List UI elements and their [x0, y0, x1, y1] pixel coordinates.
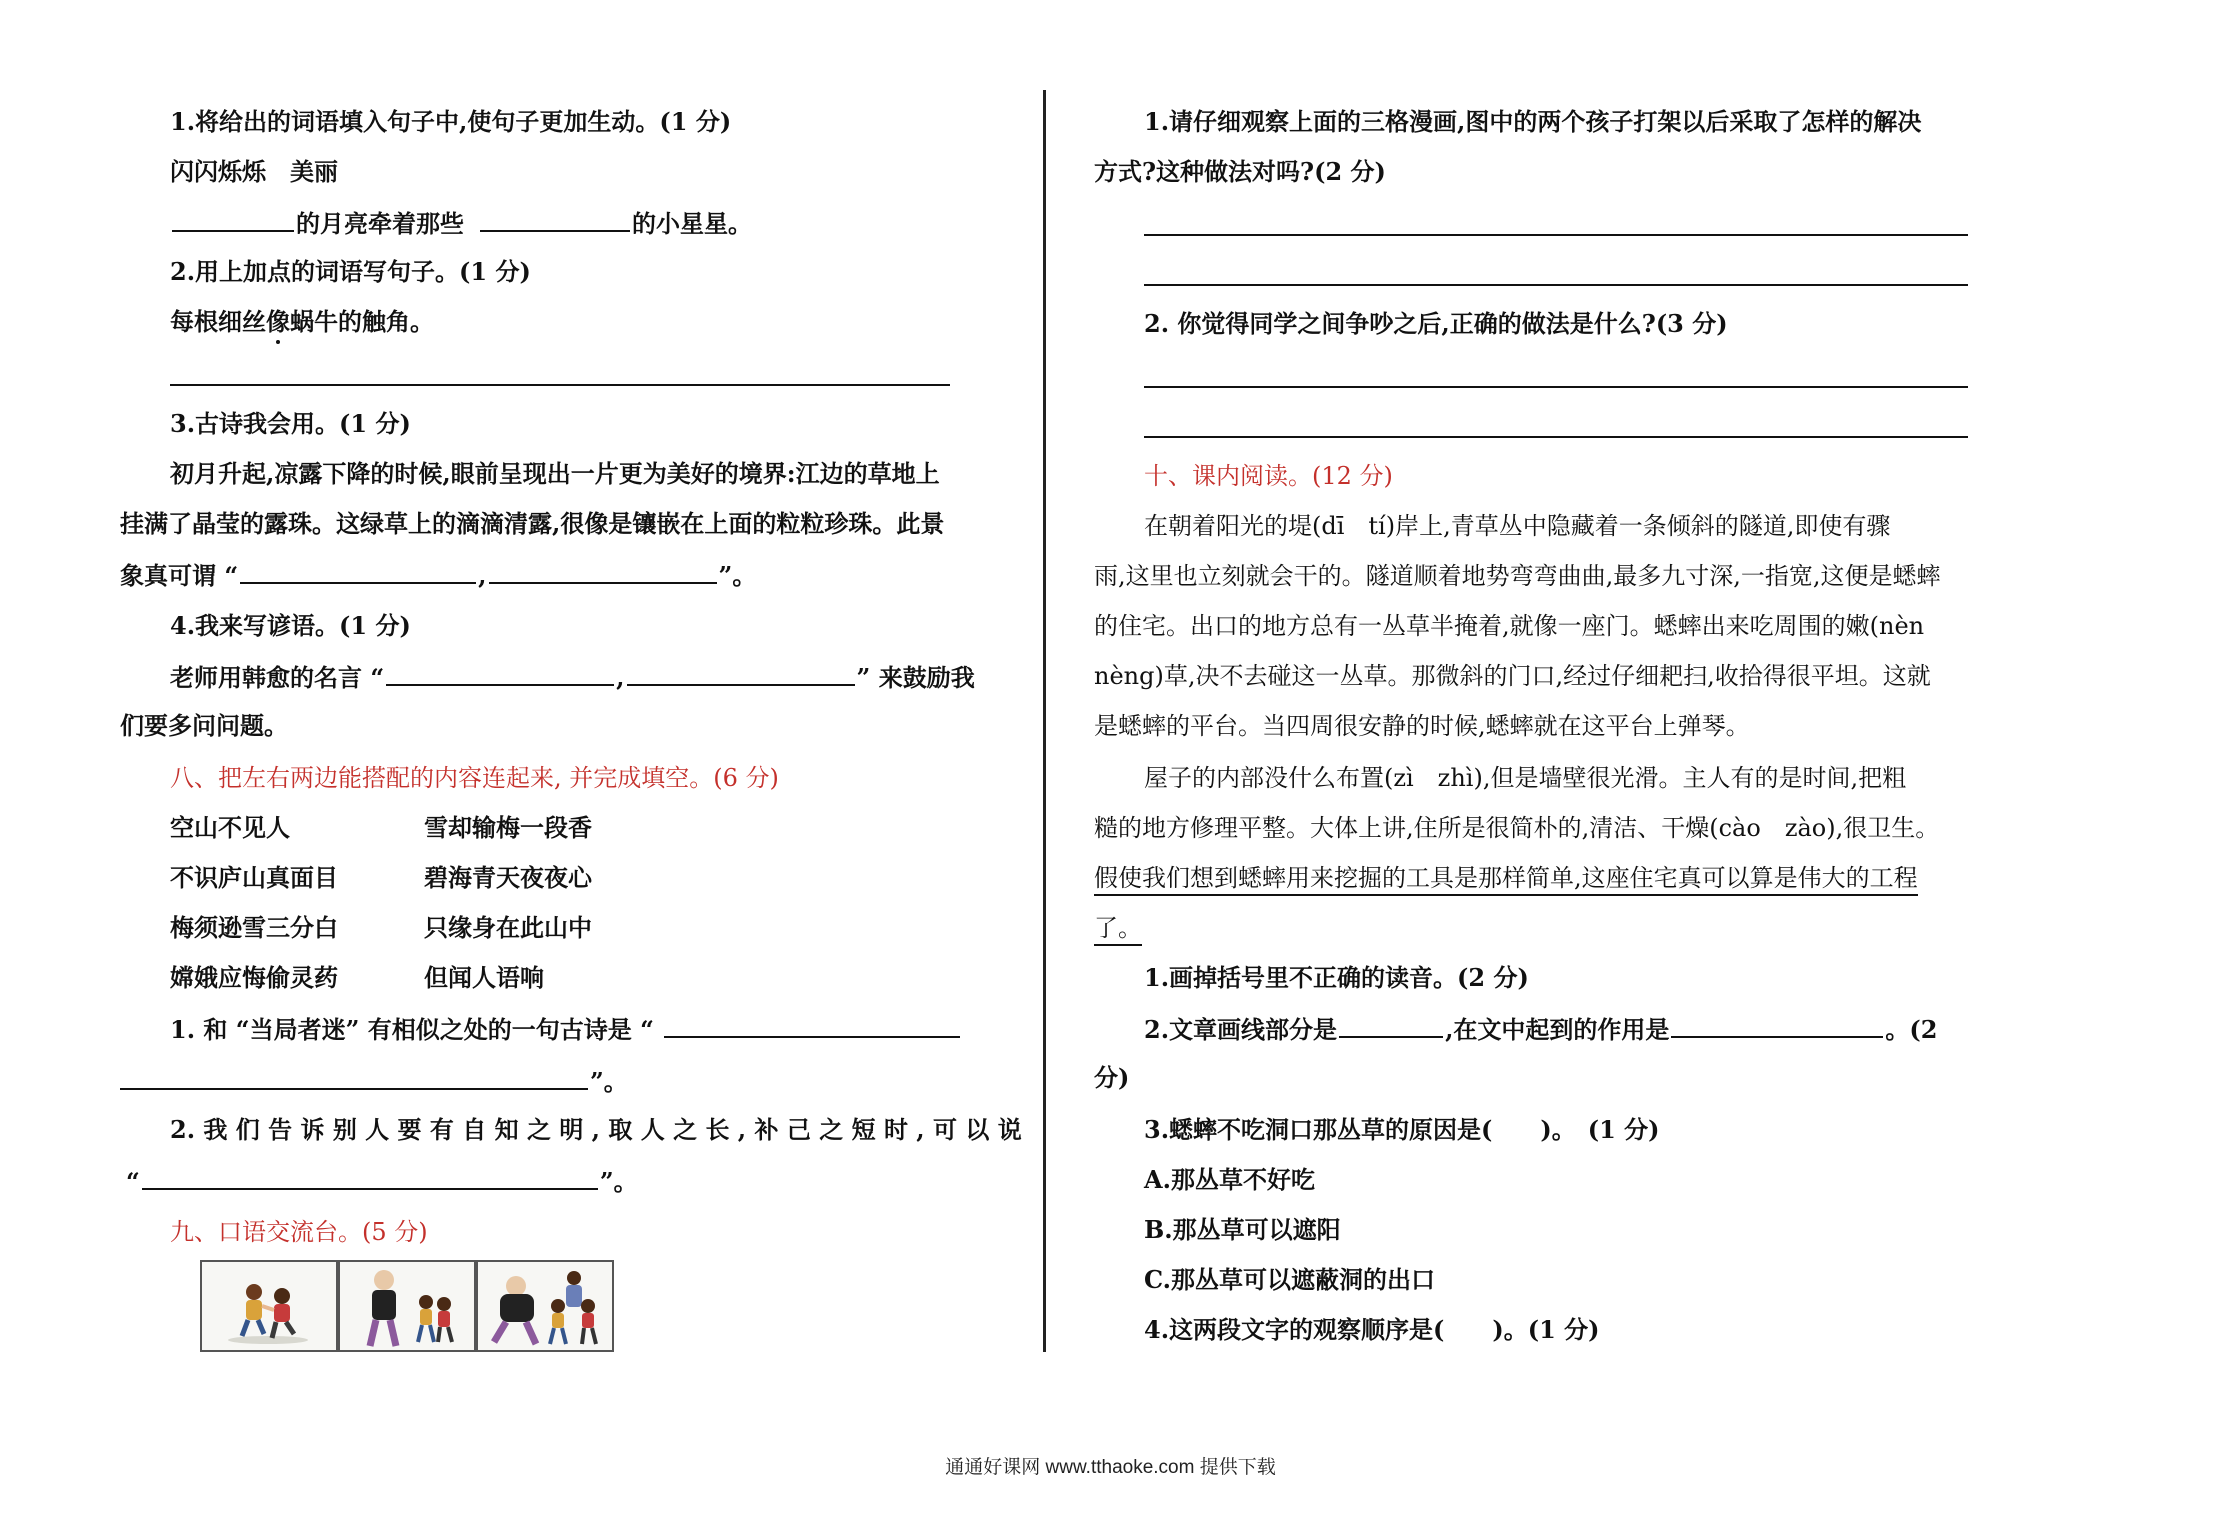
section-8-title: 八、把左右两边能搭配的内容连起来, 并完成填空。(6 分)	[170, 764, 779, 792]
q3-para-line: 初月升起,凉露下降的时候,眼前呈现出一片更为美好的境界:江边的草地上	[170, 459, 940, 488]
answer-line[interactable]	[170, 384, 950, 386]
q4-fill-cont: 们要多问问题。	[120, 711, 288, 740]
answer-line[interactable]	[1144, 234, 1968, 236]
answer-blank[interactable]	[172, 206, 294, 232]
q3-fill: 象真可谓 “ , ”。	[120, 558, 756, 592]
reading-line-underlined: 假使我们想到蟋蟀用来挖掘的工具是那样简单,这座住宅真可以算是伟大的工程	[1094, 862, 1918, 894]
answer-blank[interactable]	[240, 558, 476, 584]
r-q1-line: 1.请仔细观察上面的三格漫画,图中的两个孩子打架以后采取了怎样的解决	[1144, 107, 1922, 136]
reading-line: 的住宅。出口的地方总有一丛草半掩着,就像一座门。蟋蟀出来吃周围的嫩(nèn	[1094, 612, 1925, 640]
answer-line[interactable]	[1144, 436, 1968, 438]
reading-line: 在朝着阳光的堤(dī tí)岸上,青草丛中隐藏着一条倾斜的隧道,即使有骤	[1144, 512, 1891, 540]
s8-q1-cont: ”。	[120, 1064, 628, 1098]
answer-line[interactable]	[1144, 386, 1968, 388]
answer-blank[interactable]	[664, 1012, 960, 1038]
q4-fill: 老师用韩愈的名言 “ , ” 来鼓励我	[170, 660, 975, 694]
comic-panel-making-up	[476, 1260, 614, 1352]
answer-line[interactable]	[1144, 284, 1968, 286]
answer-blank[interactable]	[386, 660, 614, 686]
option-b[interactable]: B.那丛草可以遮阳	[1144, 1215, 1341, 1244]
s8-q1: 1. 和 “当局者迷” 有相似之处的一句古诗是 “	[170, 1012, 962, 1046]
page-footer: 通通好课网 www.tthaoke.com 提供下载	[945, 1457, 1276, 1478]
match-right-item[interactable]: 雪却输梅一段香	[424, 813, 592, 842]
answer-blank[interactable]	[120, 1064, 588, 1090]
answer-blank[interactable]	[627, 660, 855, 686]
q4-title: 4.我来写谚语。(1 分)	[170, 611, 411, 640]
s8-q2-cont: “ ”。	[126, 1164, 638, 1198]
answer-blank[interactable]	[1339, 1012, 1443, 1038]
r-reading-q2-cont: 分)	[1094, 1063, 1130, 1092]
answer-blank[interactable]	[489, 558, 717, 584]
reading-line: 雨,这里也立刻就会干的。隧道顺着地势弯弯曲曲,最多九寸深,一指宽,这便是蟋蟀	[1094, 562, 1941, 590]
r-q1-line: 方式?这种做法对吗?(2 分)	[1094, 157, 1386, 186]
comic-illustration	[202, 1262, 336, 1350]
r-reading-q1: 1.画掉括号里不正确的读音。(2 分)	[1144, 963, 1529, 992]
reading-line-underlined: 了。	[1094, 912, 1142, 944]
q3-title: 3.古诗我会用。(1 分)	[170, 409, 411, 438]
r-reading-q4: 4.这两段文字的观察顺序是( )。(1 分)	[1144, 1315, 1600, 1344]
comic-illustration	[340, 1262, 474, 1350]
s8-q2: 2. 我 们 告 诉 别 人 要 有 自 知 之 明 , 取 人 之 长 , 补 己 之 短 时 , 可 以 说	[170, 1115, 1022, 1144]
match-right-item[interactable]: 但闻人语响	[424, 963, 544, 992]
column-divider	[1043, 90, 1046, 1352]
match-left-item[interactable]: 不识庐山真面目	[170, 863, 338, 892]
r-q2: 2. 你觉得同学之间争吵之后,正确的做法是什么?(3 分)	[1144, 309, 1728, 338]
reading-line: 糙的地方修理平整。大体上讲,住所是很简朴的,清洁、干燥(cào zào),很卫生。	[1094, 814, 1940, 842]
q2-prompt: 每根细丝像蜗牛的触角。	[170, 307, 434, 336]
answer-blank[interactable]	[1671, 1012, 1883, 1038]
dotted-word: 像	[266, 307, 290, 336]
answer-blank[interactable]	[480, 206, 630, 232]
match-right-item[interactable]: 只缘身在此山中	[424, 913, 592, 942]
q1-title: 1.将给出的词语填入句子中,使句子更加生动。(1 分)	[170, 107, 732, 136]
option-a[interactable]: A.那丛草不好吃	[1144, 1165, 1315, 1194]
section-9-title: 九、口语交流台。(5 分)	[170, 1218, 428, 1246]
match-left-item[interactable]: 梅须逊雪三分白	[170, 913, 338, 942]
section-10-title: 十、课内阅读。(12 分)	[1144, 462, 1393, 490]
reading-line: nèng)草,决不去碰这一丛草。那微斜的门口,经过仔细耙扫,收拾得很平坦。这就	[1094, 662, 1931, 690]
q2-title: 2.用上加点的词语写句子。(1 分)	[170, 257, 531, 286]
comic-panel-fighting	[200, 1260, 338, 1352]
reading-line: 屋子的内部没什么布置(zì zhì),但是墙壁很光滑。主人有的是时间,把粗	[1144, 764, 1907, 792]
answer-blank[interactable]	[142, 1164, 598, 1190]
comic-illustration	[478, 1262, 612, 1350]
r-reading-q2: 2.文章画线部分是 ,在文中起到的作用是 。(2	[1144, 1012, 1937, 1046]
match-right-item[interactable]: 碧海青天夜夜心	[424, 863, 592, 892]
match-left-item[interactable]: 空山不见人	[170, 813, 290, 842]
reading-line: 是蟋蟀的平台。当四周很安静的时候,蟋蟀就在这平台上弹琴。	[1094, 712, 1750, 740]
comic-panel-teacher	[338, 1260, 476, 1352]
r-reading-q3: 3.蟋蟀不吃洞口那丛草的原因是( )。 (1 分)	[1144, 1115, 1660, 1144]
option-c[interactable]: C.那丛草可以遮蔽洞的出口	[1144, 1265, 1436, 1294]
match-left-item[interactable]: 嫦娥应悔偷灵药	[170, 963, 338, 992]
q3-para-line: 挂满了晶莹的露珠。这绿草上的滴滴清露,很像是镶嵌在上面的粒粒珍珠。此景	[120, 509, 945, 538]
q1-sentence: 的月亮牵着那些 的小星星。	[170, 206, 752, 240]
q1-words: 闪闪烁烁 美丽	[170, 157, 338, 186]
